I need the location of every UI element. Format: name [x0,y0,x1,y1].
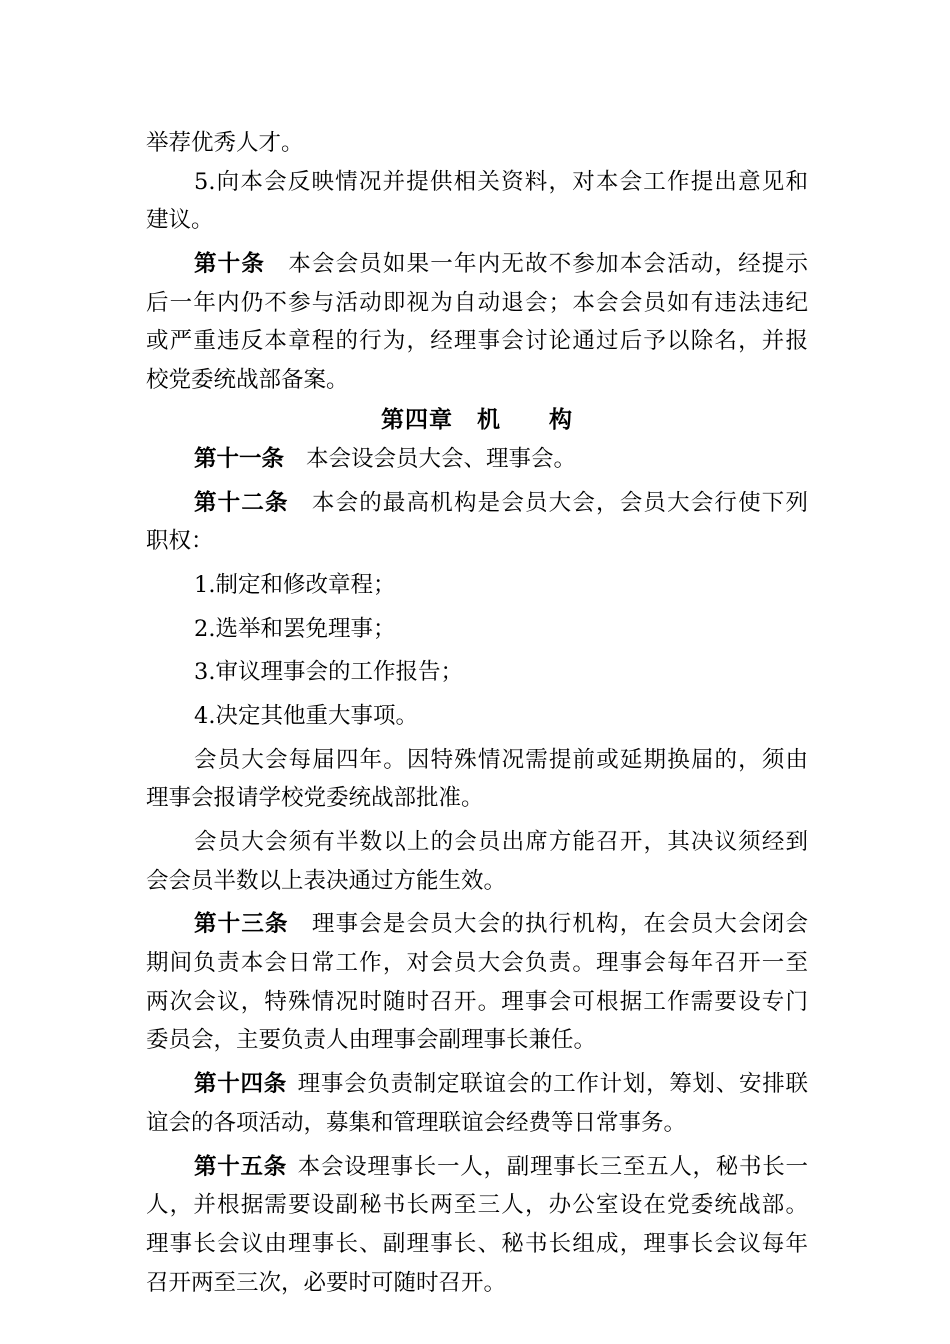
text-span: 本会的最高机构是会员大会，会员大会行使下列 [310,489,808,516]
article-12-first-line [146,484,808,523]
text-line: 会员大会须有半数以上的会员出席方能召开，其决议须经到 [194,829,808,855]
text-span: 本会设理事长一人，副理事长三至五人，秘书长一 [296,1153,808,1180]
text-line: 建议。 [146,207,214,234]
document-page [146,124,808,1302]
article-label: 第十二条 [194,489,289,516]
article-14-first-line [146,1065,808,1104]
text-line: 召开两至三次，必要时可随时召开。 [146,1269,507,1296]
article-label: 第十五条 [194,1153,287,1180]
article-11-line [146,440,808,479]
article-label: 第十条 [194,251,266,278]
text-line: 职权： [146,528,214,555]
text-span: 理事会是会员大会的执行机构，在会员大会闭会 [310,911,808,938]
text-line: 会员大会每届四年。因特殊情况需提前或延期换届的，须由 [194,746,808,773]
text-span: 本会设会员大会、理事会。 [306,445,577,472]
text-line: 理事会报请学校党委统战部批准。 [146,785,484,812]
text-line: 举荐优秀人才。 [146,130,304,156]
article-label: 第十四条 [194,1071,287,1098]
chapter-heading: 第四章 机 构 [381,406,573,433]
article-13-first-line [146,905,808,944]
text-line: 谊会的各项活动，募集和管理联谊会经费等日常事务。 [146,1109,687,1136]
text-span: 本会会员如果一年内无故不参加本会活动，经提示 [287,251,808,278]
text-span: 理事会负责制定联谊会的工作计划，筹划、安排联 [296,1071,808,1098]
article-label: 第十一条 [194,445,285,472]
text-line: 期间负责本会日常工作，对会员大会负责。理事会每年召开一至 [146,950,808,977]
text-line: 委员会，主要负责人由理事会副理事长兼任。 [146,1027,597,1054]
list-item: 3.审议理事会的工作报告； [194,659,463,686]
text-line: 人，并根据需要设副秘书长两至三人，办公室设在党委统战部。 [146,1192,808,1219]
text-line: 理事长会议由理事长、副理事长、秘书长组成，理事长会议每年 [146,1230,808,1257]
text-line: 或严重违反本章程的行为，经理事会讨论通过后予以除名，并报 [146,328,808,355]
list-item: 4.决定其他重大事项。 [194,702,418,729]
list-item: 2.选举和罢免理事； [194,615,396,642]
text-line: 会会员半数以上表决通过方能生效。 [146,867,507,894]
text-line: 5.向本会反映情况并提供相关资料，对本会工作提出意见和 [194,168,808,195]
article-label: 第十三条 [194,911,289,938]
article-15-first-line [146,1148,808,1187]
list-item: 1.制定和修改章程； [194,571,396,598]
text-line: 校党委统战部备案。 [146,367,349,394]
article-10-first-line [146,245,808,284]
text-line: 后一年内仍不参与活动即视为自动退会；本会会员如有违法违纪 [146,289,808,316]
text-line: 两次会议，特殊情况时随时召开。理事会可根据工作需要设专门 [146,988,808,1015]
